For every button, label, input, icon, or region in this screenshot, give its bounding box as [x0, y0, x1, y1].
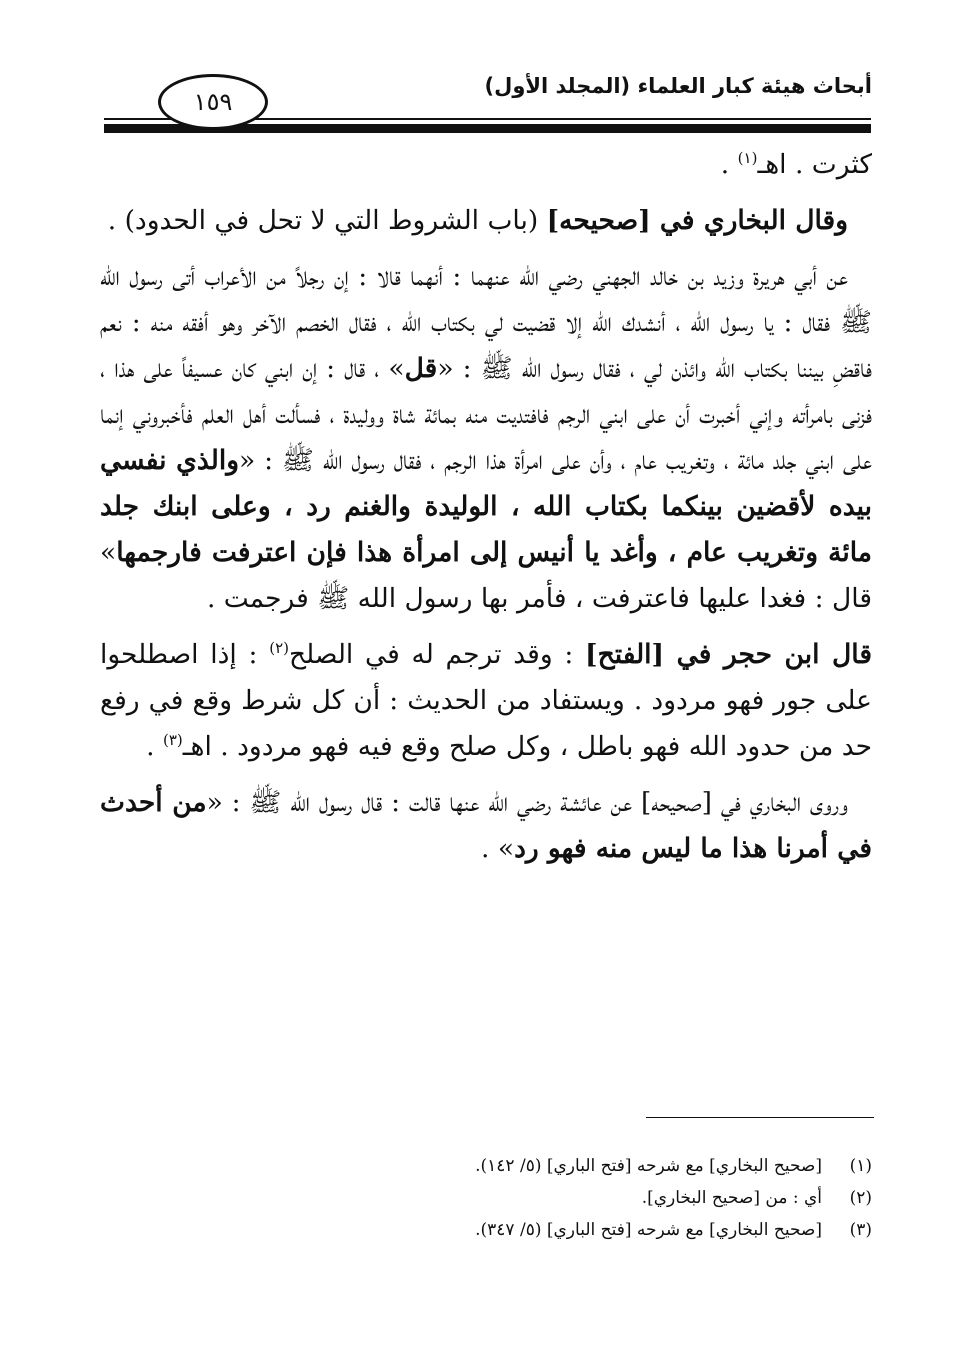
hadith-quote: قل	[404, 353, 438, 384]
footnote-separator	[646, 1117, 874, 1118]
paragraph-text: كثرت . اهـ	[757, 149, 872, 180]
footnotes	[100, 1150, 872, 1246]
paragraph-text: » ، قال : إن ابني كان عسيفاً على هذا ، فزنى بامرأته وإني أخبرت أن على ابني الرجم فافتديت منه بمائة شاة ووليدة ، فسألت أهل العلم فأخبروني إنما على ابني جلد مائة ، وتغريب عام ، وأن على امرأة هذا الرجم ، فقال رسول الله ﷺ : «	[100, 353, 873, 476]
footnote-text: أي : من [صحيح البخاري].	[641, 1188, 822, 1208]
paragraph-end: .	[720, 149, 738, 180]
footnote-text: [صحيح البخاري] مع شرحه [فتح الباري] (٥/ ٣٤٧).	[475, 1220, 822, 1240]
hadith-quote: والذي نفسي بيده لأقضين بينكما بكتاب الله ، الوليدة والغنم رد ، وعلى ابنك جلد مائة وتغريب عام ، وأغد يا أنيس إلى امرأة هذا فإن اعترفت فارجمها	[100, 445, 872, 568]
paragraph-text: : إذا اصطلحوا على جور فهو مردود . ويستفاد من الحديث : أن كل شرط وقع في رفع حد من حدود الله فهو باطل ، وكل صلح وقع فيه فهو مردود . اهـ	[100, 639, 872, 762]
paragraph-text: (باب الشروط التي لا تحل في الحدود) .	[107, 205, 547, 236]
hadith-quote: من أحدث في أمرنا هذا ما ليس منه فهو رد	[100, 787, 872, 864]
body-text	[100, 142, 872, 882]
footnote-ref-1: (١)	[737, 149, 758, 168]
footnote-ref-2: (٢)	[269, 639, 289, 658]
paragraph-text: » قال : فغدا عليها فاعترفت ، فأمر بها رسول الله ﷺ فرجمت .	[100, 537, 872, 614]
footnote-number: (٣)	[849, 1220, 872, 1240]
footnote-ref-3: (٣)	[162, 731, 183, 750]
paragraph-text: : وقد ترجم له في الصلح	[288, 639, 586, 670]
running-header: أبحاث هيئة كبار العلماء (المجلد الأول)	[484, 74, 872, 98]
footnote-number: (١)	[849, 1156, 872, 1176]
page-number: ١٥٩	[158, 74, 268, 130]
bold-lead: قال ابن حجر في [الفتح]	[585, 639, 872, 670]
paragraph-hadith-asif	[100, 254, 872, 622]
paragraph-bukhari-chapter	[100, 198, 872, 244]
footnote-1	[100, 1150, 872, 1182]
paragraph-text: .	[146, 731, 163, 762]
paragraph-text: وروى البخاري في [صحيحه] عن عائشة رضي الله عنها قالت : قال رسول الله ﷺ : «	[206, 787, 848, 818]
paragraph-text: عن أبي هريرة وزيد بن خالد الجهني رضي الله عنهما : أنهما قالا : إن رجلاً من الأعراب أتى رسول الله ﷺ فقال : يا رسول الله ، أنشدك الله إلا قضيت لي بكتاب الله ، فقال الخصم الآخر وهو أفقه منه : نعم فاقضِ بيننا بكتاب الله وائذن لي ، فقال رسول الله ﷺ : «	[100, 261, 872, 384]
bold-lead: وقال البخاري في [صحيحه]	[546, 205, 848, 236]
footnote-text: [صحيح البخاري] مع شرحه [فتح الباري] (٥/ ١٤٢).	[475, 1156, 822, 1176]
footnote-number: (٢)	[849, 1188, 872, 1208]
paragraph-continuation	[100, 142, 872, 188]
paragraph-aisha	[100, 780, 872, 872]
paragraph-text: » .	[481, 833, 515, 864]
paragraph-ibn-hajar	[100, 632, 872, 770]
footnote-3	[100, 1214, 872, 1246]
footnote-2	[100, 1182, 872, 1214]
